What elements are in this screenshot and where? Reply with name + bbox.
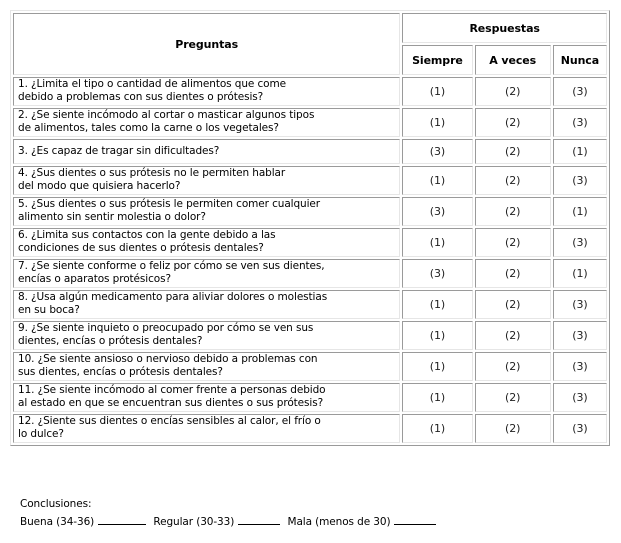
value-nunca: (3) [553, 414, 607, 443]
value-nunca: (1) [553, 259, 607, 288]
value-siempre: (1) [402, 414, 472, 443]
question-line-2: de alimentos, tales como la carne o los vegetales? [18, 122, 279, 134]
value-a-veces: (2) [475, 166, 551, 195]
question-line-1: 4. ¿Sus dientes o sus prótesis no le permiten hablar [18, 167, 286, 179]
question-row-5 [13, 197, 607, 226]
question-line-1: 11. ¿Se siente incómodo al comer frente a personas debido [18, 384, 326, 396]
conclusion-regular-label: Regular (30-33) [153, 516, 235, 528]
value-a-veces: (2) [475, 197, 551, 226]
value-a-veces: (2) [475, 383, 551, 412]
value-nunca: (3) [553, 166, 607, 195]
value-siempre: (1) [402, 321, 472, 350]
question-line-2: al estado en que se encuentran sus dientes o sus prótesis? [18, 397, 324, 409]
question-text [13, 352, 400, 381]
conclusions-title: Conclusiones: [20, 498, 92, 510]
question-text [13, 139, 400, 164]
question-row-6 [13, 228, 607, 257]
value-nunca: (3) [553, 290, 607, 319]
question-line-1: 10. ¿Se siente ansioso o nervioso debido a problemas con [18, 353, 318, 365]
survey-table [10, 10, 610, 446]
value-a-veces: (2) [475, 321, 551, 350]
question-text [13, 383, 400, 412]
question-text [13, 197, 400, 226]
value-siempre: (1) [402, 228, 472, 257]
question-text [13, 77, 400, 106]
conclusion-regular-blank[interactable] [238, 514, 280, 525]
question-line-1: 12. ¿Siente sus dientes o encías sensibles al calor, el frío o [18, 415, 321, 427]
conclusion-good-label: Buena (34-36) [20, 516, 95, 528]
value-nunca: (3) [553, 108, 607, 137]
question-line-1: 8. ¿Usa algún medicamento para aliviar dolores o molestias [18, 291, 328, 303]
question-text [13, 414, 400, 443]
question-text [13, 166, 400, 195]
value-siempre: (1) [402, 166, 472, 195]
question-text [13, 228, 400, 257]
question-line-2: sus dientes, encías o prótesis dentales? [18, 366, 223, 378]
question-row-7 [13, 259, 607, 288]
value-siempre: (1) [402, 352, 472, 381]
question-line-2: en su boca? [18, 304, 80, 316]
value-siempre: (1) [402, 77, 472, 106]
question-row-3 [13, 139, 607, 164]
value-siempre: (1) [402, 290, 472, 319]
value-a-veces: (2) [475, 290, 551, 319]
question-line-1: 7. ¿Se siente conforme o feliz por cómo se ven sus dientes, [18, 260, 325, 272]
question-row-10 [13, 352, 607, 381]
question-line-1: 5. ¿Sus dientes o sus prótesis le permiten comer cualquier [18, 198, 321, 210]
value-siempre: (1) [402, 383, 472, 412]
question-line-2: dientes, encías o prótesis dentales? [18, 335, 203, 347]
question-line-1: 6. ¿Limita sus contactos con la gente debido a las [18, 229, 276, 241]
conclusion-bad-blank[interactable] [394, 514, 436, 525]
question-row-1 [13, 77, 607, 106]
value-a-veces: (2) [475, 139, 551, 164]
header-row [13, 13, 607, 43]
value-a-veces: (2) [475, 108, 551, 137]
question-line-2: lo dulce? [18, 428, 64, 440]
question-text [13, 290, 400, 319]
value-a-veces: (2) [475, 414, 551, 443]
value-nunca: (3) [553, 77, 607, 106]
value-a-veces: (2) [475, 352, 551, 381]
value-siempre: (1) [402, 108, 472, 137]
value-a-veces: (2) [475, 259, 551, 288]
header-preguntas: Preguntas [13, 13, 400, 75]
question-line-1: 2. ¿Se siente incómodo al cortar o masticar algunos tipos [18, 109, 315, 121]
question-row-9 [13, 321, 607, 350]
question-row-8 [13, 290, 607, 319]
conclusions-section [20, 495, 440, 531]
question-row-4 [13, 166, 607, 195]
value-nunca: (3) [553, 228, 607, 257]
header-a-veces: A veces [475, 45, 551, 75]
question-line-2: condiciones de sus dientes o prótesis dentales? [18, 242, 264, 254]
value-nunca: (3) [553, 383, 607, 412]
conclusion-bad-label: Mala (menos de 30) [287, 516, 391, 528]
question-text [13, 259, 400, 288]
question-row-2 [13, 108, 607, 137]
value-siempre: (3) [402, 259, 472, 288]
question-line-2: alimento sin sentir molestia o dolor? [18, 211, 206, 223]
value-nunca: (1) [553, 139, 607, 164]
value-nunca: (1) [553, 197, 607, 226]
header-nunca: Nunca [553, 45, 607, 75]
value-a-veces: (2) [475, 77, 551, 106]
value-nunca: (3) [553, 352, 607, 381]
question-line-2: debido a problemas con sus dientes o prótesis? [18, 91, 264, 103]
question-line-1: 9. ¿Se siente inquieto o preocupado por cómo se ven sus [18, 322, 314, 334]
header-siempre: Siempre [402, 45, 472, 75]
conclusion-good-blank[interactable] [98, 514, 146, 525]
question-line-1: 3. ¿Es capaz de tragar sin dificultades? [18, 145, 220, 157]
value-a-veces: (2) [475, 228, 551, 257]
question-text [13, 321, 400, 350]
value-siempre: (3) [402, 139, 472, 164]
question-row-12 [13, 414, 607, 443]
question-row-11 [13, 383, 607, 412]
question-line-1: 1. ¿Limita el tipo o cantidad de alimentos que come [18, 78, 286, 90]
question-line-2: del modo que quisiera hacerlo? [18, 180, 181, 192]
value-nunca: (3) [553, 321, 607, 350]
header-respuestas: Respuestas [402, 13, 607, 43]
value-siempre: (3) [402, 197, 472, 226]
conclusions-scale [20, 513, 440, 531]
question-line-2: encías o aparatos protésicos? [18, 273, 171, 285]
question-text [13, 108, 400, 137]
